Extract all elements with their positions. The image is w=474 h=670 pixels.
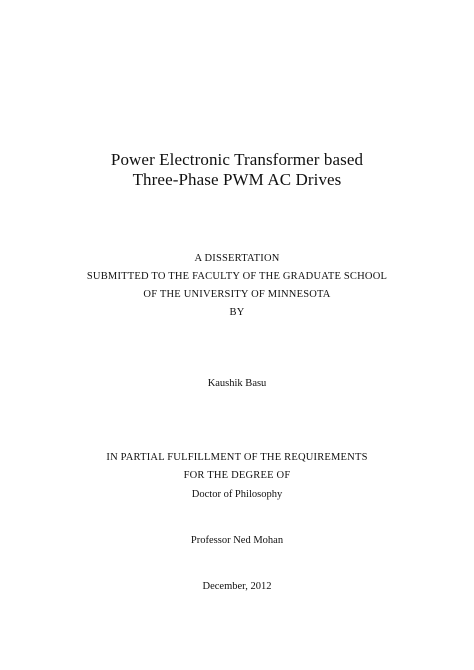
title-line-2: Three-Phase PWM AC Drives <box>132 170 342 189</box>
degree-name: Doctor of Philosophy <box>191 489 283 500</box>
advisor-name: Professor Ned Mohan <box>190 535 284 546</box>
submission-date: December, 2012 <box>202 581 272 592</box>
title-line-1: Power Electronic Transformer based <box>110 150 364 169</box>
university-line: OF THE UNIVERSITY OF MINNESOTA <box>143 289 331 300</box>
by-line: BY <box>229 307 245 318</box>
degree-line: FOR THE DEGREE OF <box>183 470 291 481</box>
submission-line: SUBMITTED TO THE FACULTY OF THE GRADUATE SCHOOL <box>86 271 388 282</box>
dissertation-label: A DISSERTATION <box>194 253 280 264</box>
author-name: Kaushik Basu <box>207 378 267 389</box>
fulfillment-line: IN PARTIAL FULFILLMENT OF THE REQUIREMENTS <box>106 452 368 463</box>
